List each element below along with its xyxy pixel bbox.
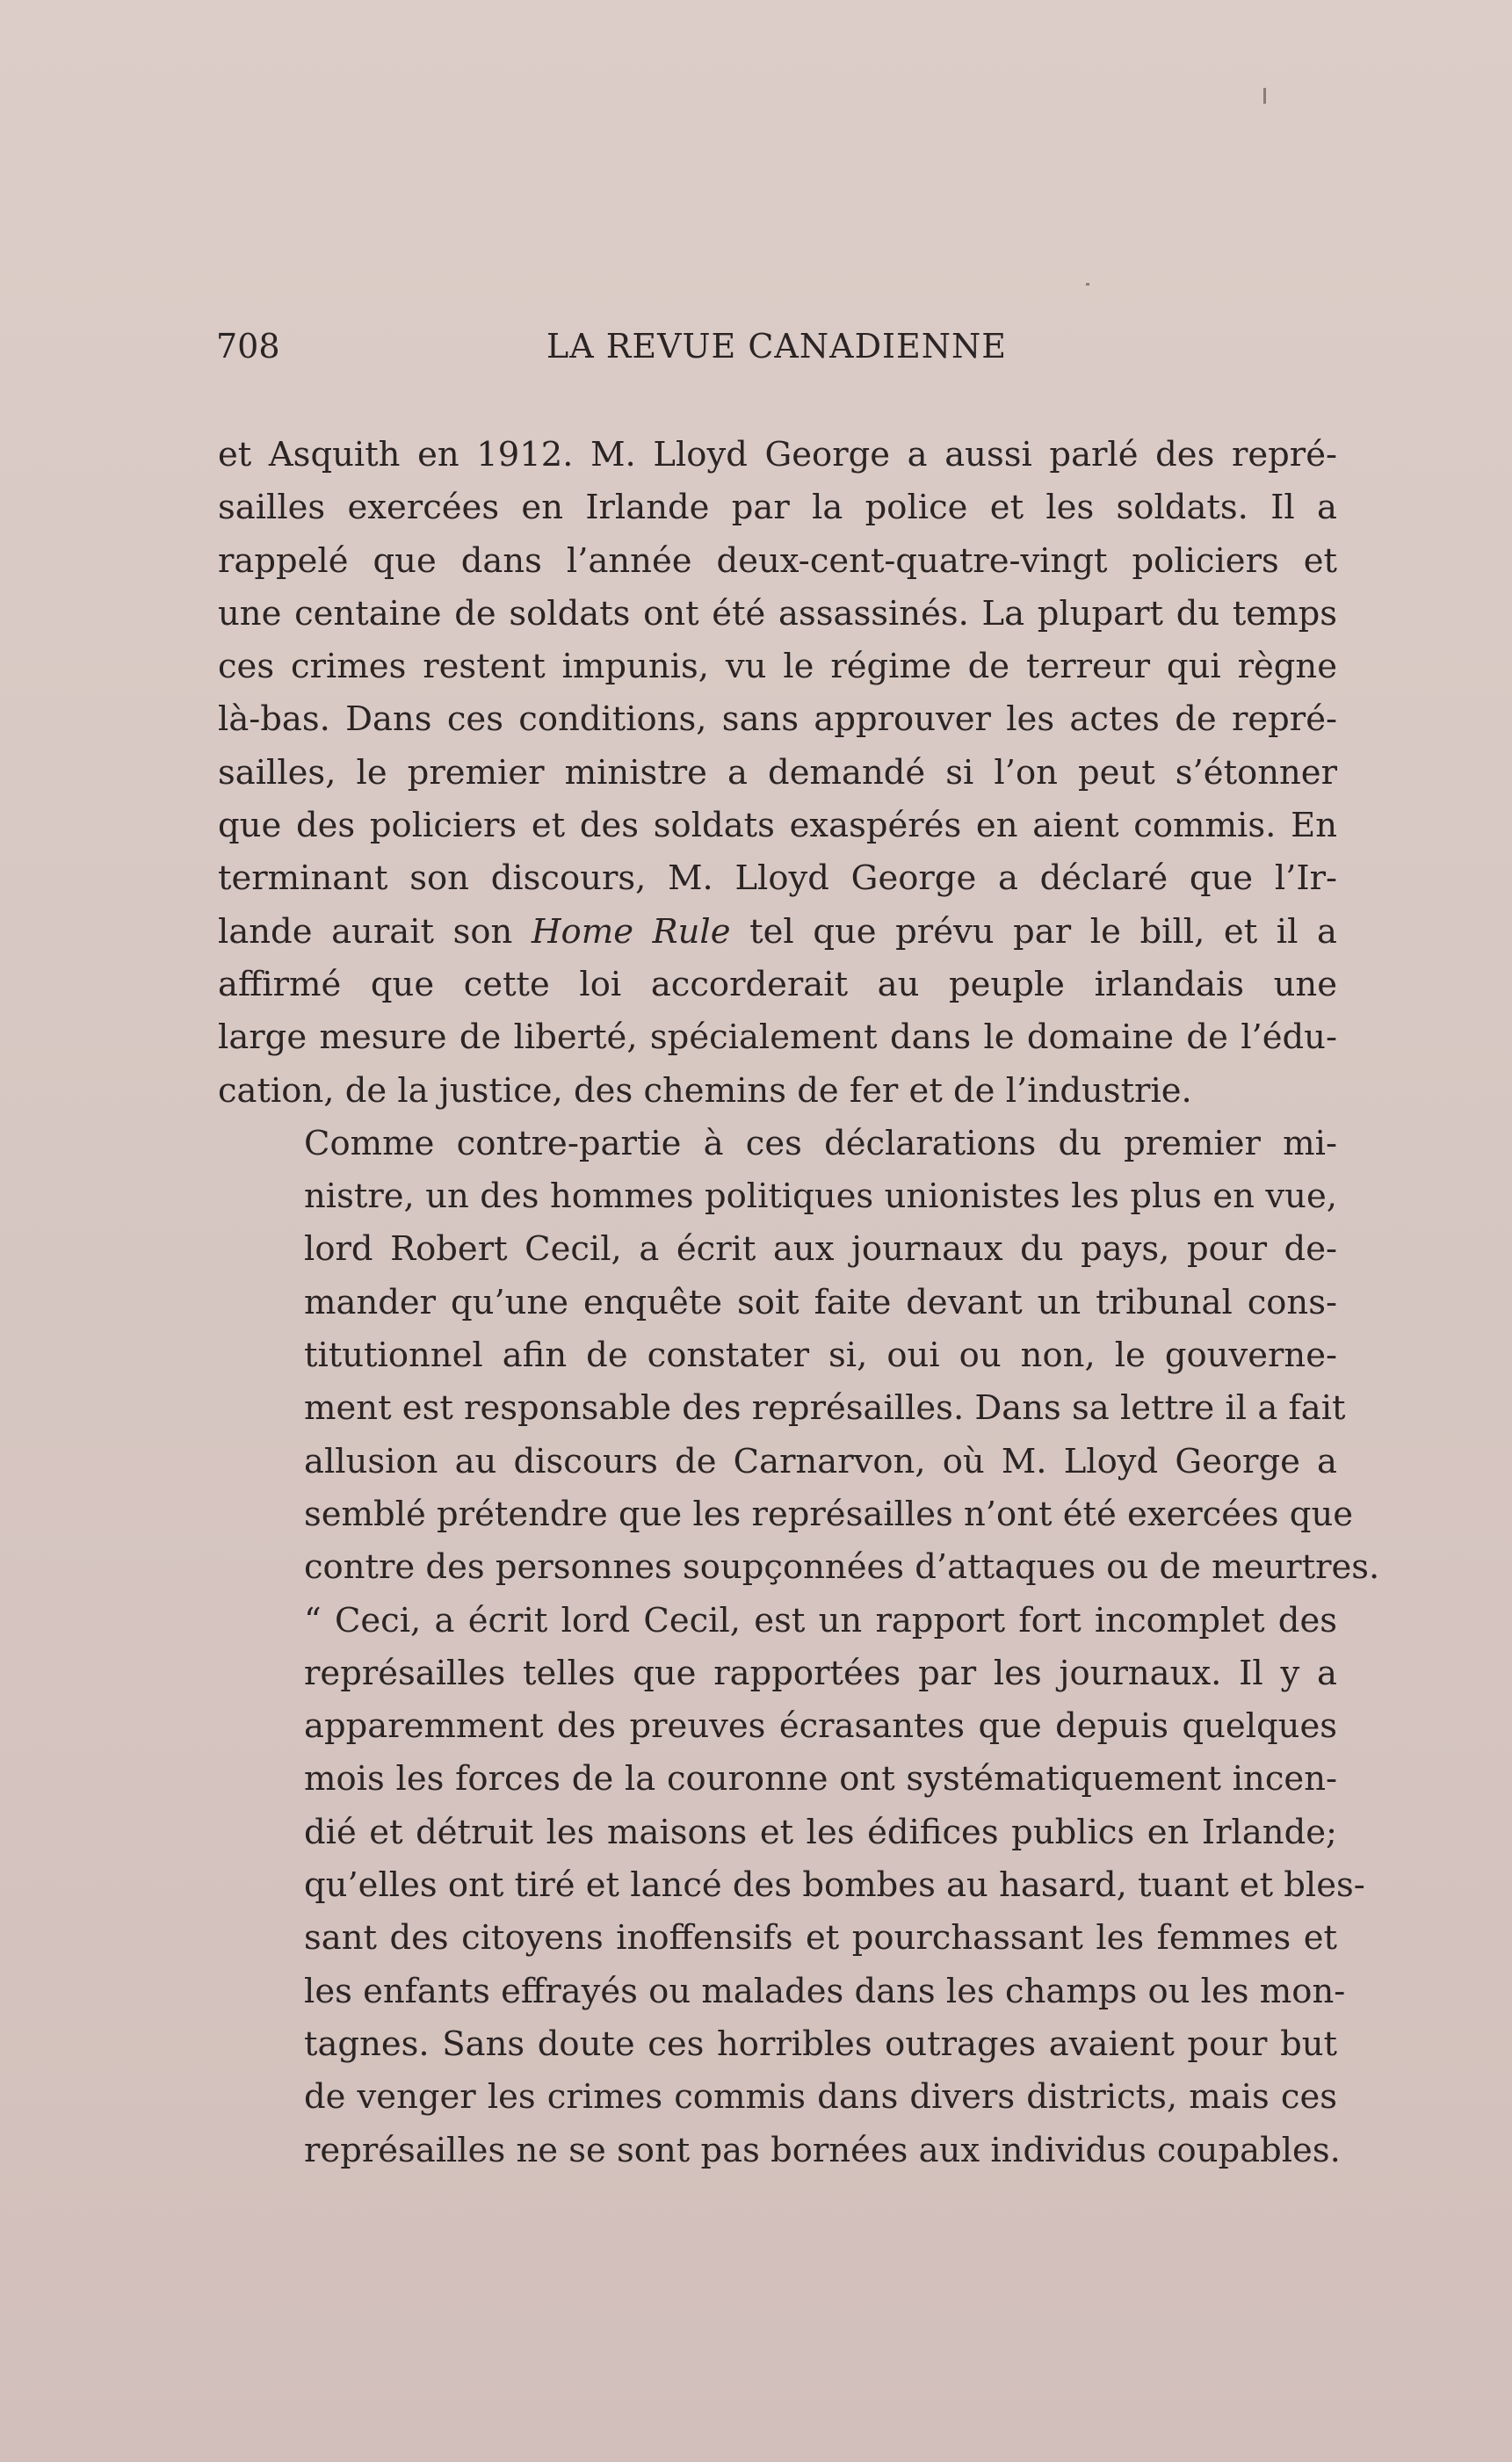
- text-line: que des policiers et des soldats exaspérés en aient commis. En: [218, 806, 1337, 846]
- text-line: semblé prétendre que les représailles n’ont été exercées que: [304, 1494, 1354, 1534]
- text-line: lord Robert Cecil, a écrit aux journaux du pays, pour de-: [304, 1229, 1337, 1270]
- text-line: contre des personnes soupçonnées d’attaques ou de meurtres.: [304, 1547, 1380, 1588]
- text-line: représailles ne se sont pas bornées aux individus coupables.: [304, 2130, 1341, 2170]
- text-line: lande aurait son Home Rule tel que prévu par le bill, et il a: [218, 911, 1337, 952]
- text-line: affirmé que cette loi accorderait au peuple irlandais une: [218, 964, 1337, 1004]
- text-line: titutionnel afin de constater si, oui ou non, le gouverne-: [304, 1336, 1337, 1376]
- article-body: [218, 429, 1380, 2177]
- text-line: Comme contre-partie à ces déclarations du premier mi-: [304, 1123, 1337, 1163]
- running-head: [216, 322, 1337, 371]
- text-line: nistre, un des hommes politiques unionistes les plus en vue,: [304, 1177, 1337, 1217]
- text-line: et Asquith en 1912. M. Lloyd George a aussi parlé des repré-: [218, 435, 1337, 474]
- journal-title: LA REVUE CANADIENNE: [546, 327, 1008, 366]
- text-line: ces crimes restent impunis, vu le régime de terreur qui règne: [218, 647, 1337, 687]
- text-line: mois les forces de la couronne ont systématiquement incen-: [304, 1759, 1337, 1799]
- page-number: 708: [216, 327, 280, 366]
- text-line: sailles, le premier ministre a demandé si l’on peut s’étonner: [218, 752, 1337, 793]
- text-line: tagnes. Sans doute ces horribles outrages avaient pour but: [304, 2024, 1337, 2064]
- italic-term: Home Rule: [531, 911, 731, 952]
- text-line: apparemment des preuves écrasantes que depuis quelques: [304, 1706, 1337, 1747]
- text-line: cation, de la justice, des chemins de fer et de l’industrie.: [218, 1070, 1192, 1111]
- text-line: large mesure de liberté, spécialement dans le domaine de l’édu-: [218, 1017, 1337, 1058]
- text-line: représailles telles que rapportées par les journaux. Il y a: [304, 1653, 1337, 1693]
- text-line: mander qu’une enquête soit faite devant un tribunal cons-: [304, 1282, 1337, 1322]
- text-line: de venger les crimes commis dans divers districts, mais ces: [304, 2077, 1337, 2118]
- text-line: terminant son discours, M. Lloyd George a déclaré que l’Ir-: [218, 858, 1337, 899]
- text-line: les enfants effrayés ou malades dans les champs ou les mon-: [304, 1971, 1346, 2011]
- text-line: ment est responsable des représailles. Dans sa lettre il a fait: [304, 1388, 1346, 1429]
- text-line: sant des citoyens inoffensifs et pourchassant les femmes et: [304, 1918, 1337, 1959]
- text-line: là-bas. Dans ces conditions, sans approuver les actes de repré-: [218, 699, 1337, 740]
- paper-speck: [1263, 88, 1266, 104]
- text-line: “ Ceci, a écrit lord Cecil, est un rapport fort incomplet des: [304, 1600, 1337, 1640]
- text-line: sailles exercées en Irlande par la police et les soldats. Il a: [218, 488, 1337, 528]
- paragraph: [218, 1118, 1380, 2177]
- text-line: allusion au discours de Carnarvon, où M. Lloyd George a: [304, 1441, 1337, 1481]
- paper-speck: [1086, 283, 1089, 286]
- text-line: rappelé que dans l’année deux-cent-quatre-vingt policiers et: [218, 540, 1337, 581]
- text-line: qu’elles ont tiré et lancé des bombes au hasard, tuant et bles-: [304, 1865, 1365, 1906]
- text-line: dié et détruit les maisons et les édifices publics en Irlande;: [304, 1812, 1337, 1852]
- paragraph: [218, 429, 1337, 1118]
- text-line: une centaine de soldats ont été assassinés. La plupart du temps: [218, 593, 1337, 634]
